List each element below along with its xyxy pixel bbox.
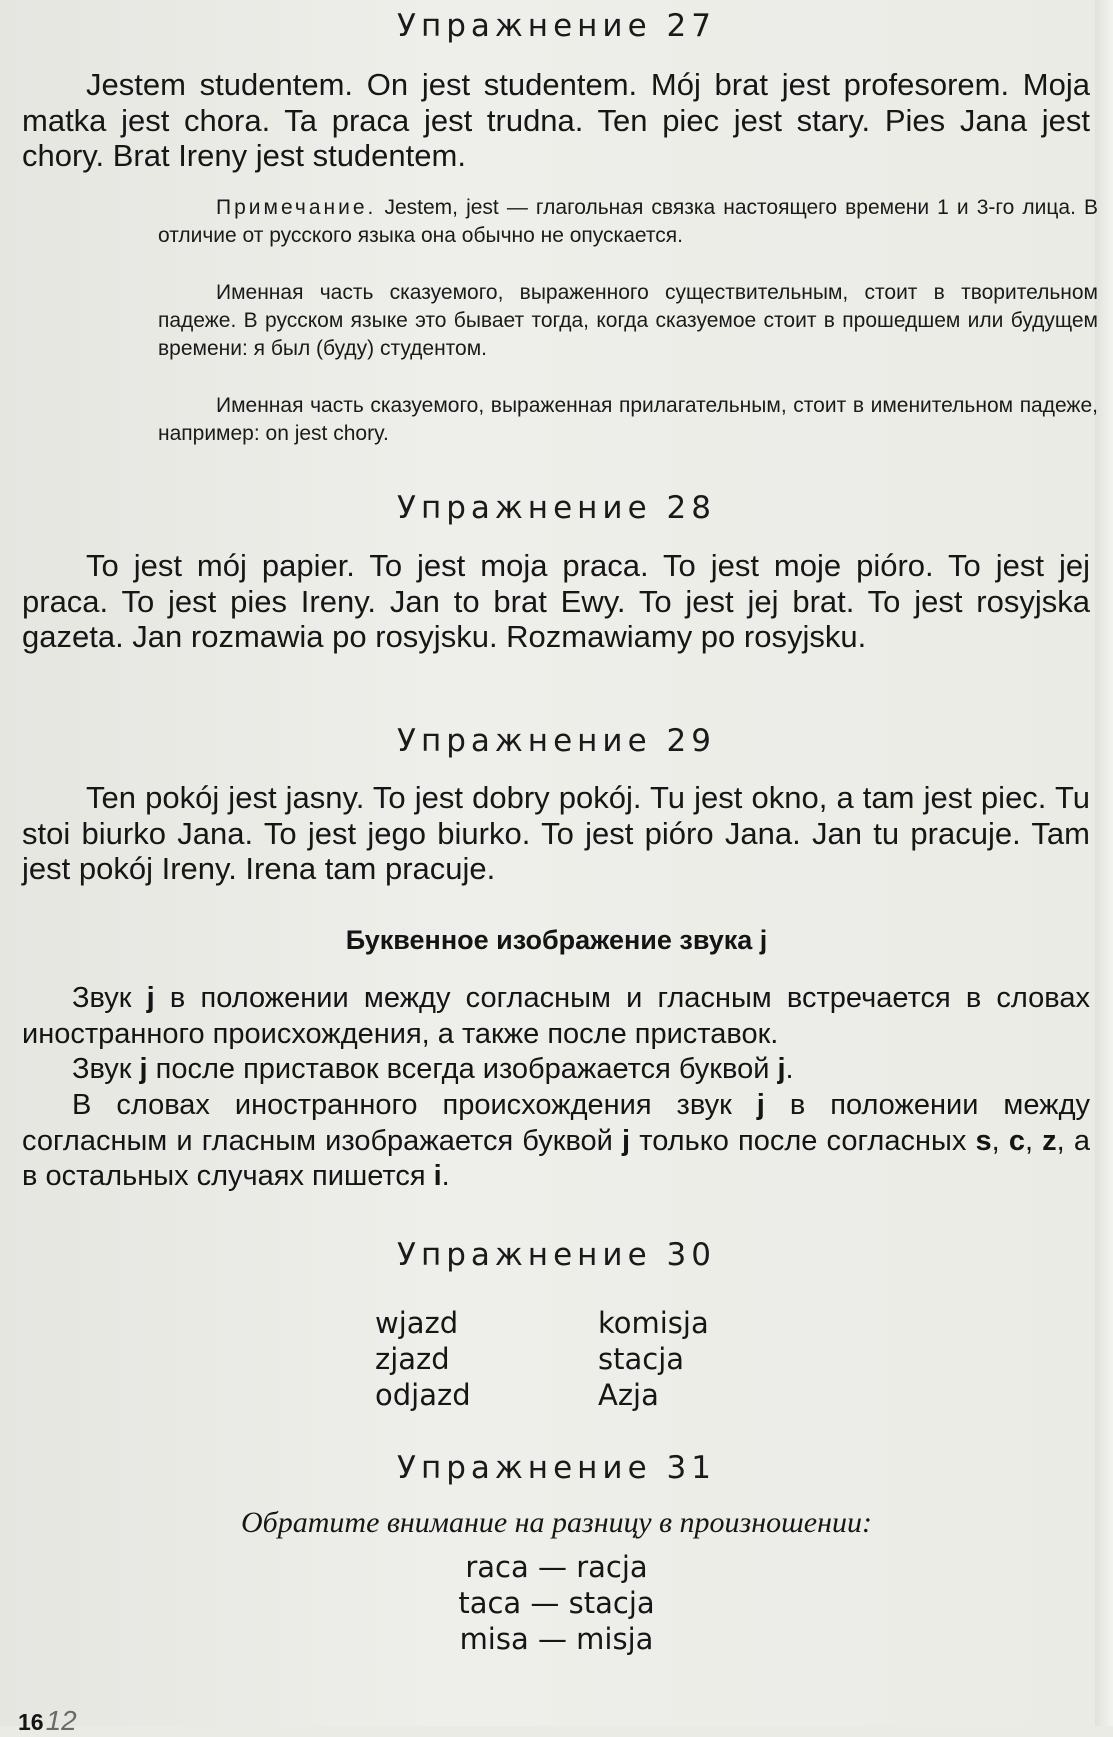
note-3-text: Именная часть сказуемого, выраженная прилагательным, стоит в именительном падеже, например: on jest chory. (158, 394, 1098, 445)
rule-text: только после согласных (630, 1124, 976, 1157)
exercise-29-body: Ten pokój jest jasny. To jest dobry pokój. Tu jest okno, a tam jest piec. Tu stoi biurko Jana. To jest jego biurko. To jest pióro Jana. Jan tu pracuje. Tam jest pokój Ireny. Irena tam pracuje. (22, 780, 1090, 886)
exercise-30-left-column (375, 1305, 471, 1413)
page-number (18, 1705, 77, 1737)
letter-j: j (622, 1124, 631, 1157)
handwritten-mark: 12 (45, 1705, 77, 1736)
note-2-text: Именная часть сказуемого, выраженного существительным, стоит в творительном падеже. В русском языке это бывает тогда, когда сказуемое стоит в прошедшем или будущем времени: я был (буду) студентом. (158, 281, 1098, 360)
word: odjazd (375, 1378, 471, 1412)
rule-text: Звук (72, 1053, 140, 1085)
exercise-27-title: Упражнение 27 (397, 8, 716, 44)
exercise-31-pairs (0, 1549, 1113, 1657)
exercise-28-text (22, 548, 1090, 655)
word: stacja (598, 1342, 685, 1376)
rule-text: в положении между согласным и гласным встречается в словах иностранного происхождения, а также после приставок. (22, 982, 1091, 1050)
word: komisja (598, 1306, 709, 1340)
rule-text: , (991, 1124, 1009, 1157)
word-pair: taca — stacja (458, 1586, 655, 1620)
note-paragraph-1 (158, 194, 1098, 250)
rule-text: после приставок всегда изображается буквой (147, 1053, 778, 1085)
exercise-30-right-column (598, 1305, 709, 1413)
word-pair: misa — misja (459, 1622, 654, 1656)
note-paragraph-3 (158, 392, 1098, 448)
exercise-27-text (22, 67, 1090, 174)
word-pair: raca — racja (465, 1550, 648, 1584)
letter-j: j (139, 1053, 148, 1085)
exercise-30-title: Упражнение 30 (397, 1237, 716, 1273)
note-label: Примечание. (216, 196, 377, 219)
word: Azja (598, 1378, 659, 1412)
note-1-text: Jestem, jest — глагольная связка настоящего времени 1 и 3-го лица. В отличие от русского языка она обычно не опускается. (158, 196, 1098, 247)
rule-paragraph-1 (22, 981, 1090, 1052)
rule-paragraph-2 (22, 1052, 1090, 1088)
exercise-31-instruction: Обратите внимание на разницу в произношении: (241, 1506, 872, 1539)
rule-title: Буквенное изображение звука j (345, 925, 768, 955)
rule-text: Звук (72, 982, 147, 1014)
rule-text: . (785, 1053, 794, 1085)
note-paragraph-2 (158, 279, 1098, 363)
rule-text: . (441, 1160, 450, 1192)
letter-c: c (1008, 1124, 1025, 1157)
letter-z: z (1042, 1124, 1057, 1157)
rule-text: в положении между согласным и гласным изображается буквой (22, 1089, 1090, 1157)
exercise-31-title: Упражнение 31 (397, 1450, 716, 1486)
rule-paragraph-3 (22, 1088, 1090, 1195)
rule-text: , а в остальных случаях пишется (22, 1124, 1090, 1192)
letter-j: j (756, 1089, 765, 1121)
letter-i: i (433, 1160, 442, 1192)
word: wjazd (375, 1306, 459, 1340)
letter-s: s (975, 1124, 992, 1157)
exercise-28-title: Упражнение 28 (397, 490, 716, 526)
exercise-29-text (22, 780, 1090, 887)
rule-text: В словах иностранного происхождения звук (72, 1089, 757, 1121)
word: zjazd (375, 1342, 450, 1376)
page-number-text: 16 (18, 1709, 44, 1735)
exercise-28-body: To jest mój papier. To jest moja praca. To jest moje pióro. To jest jej praca. To jest pies Ireny. Jan to brat Ewy. To jest jej brat. To jest rosyjska gazeta. Jan rozmawia po rosyjsku. Rozmawiamy po rosyjsku. (22, 548, 1090, 654)
exercise-29-title: Упражнение 29 (397, 723, 716, 759)
exercise-27-body: Jestem studentem. On jest studentem. Mój brat jest profesorem. Moja matka jest chora. Ta praca jest trudna. Ten piec jest stary. Pies Jana jest chory. Brat Ireny jest studentem. (22, 67, 1090, 173)
letter-j: j (777, 1053, 786, 1085)
letter-j: j (146, 982, 155, 1014)
rule-text: , (1024, 1124, 1043, 1157)
